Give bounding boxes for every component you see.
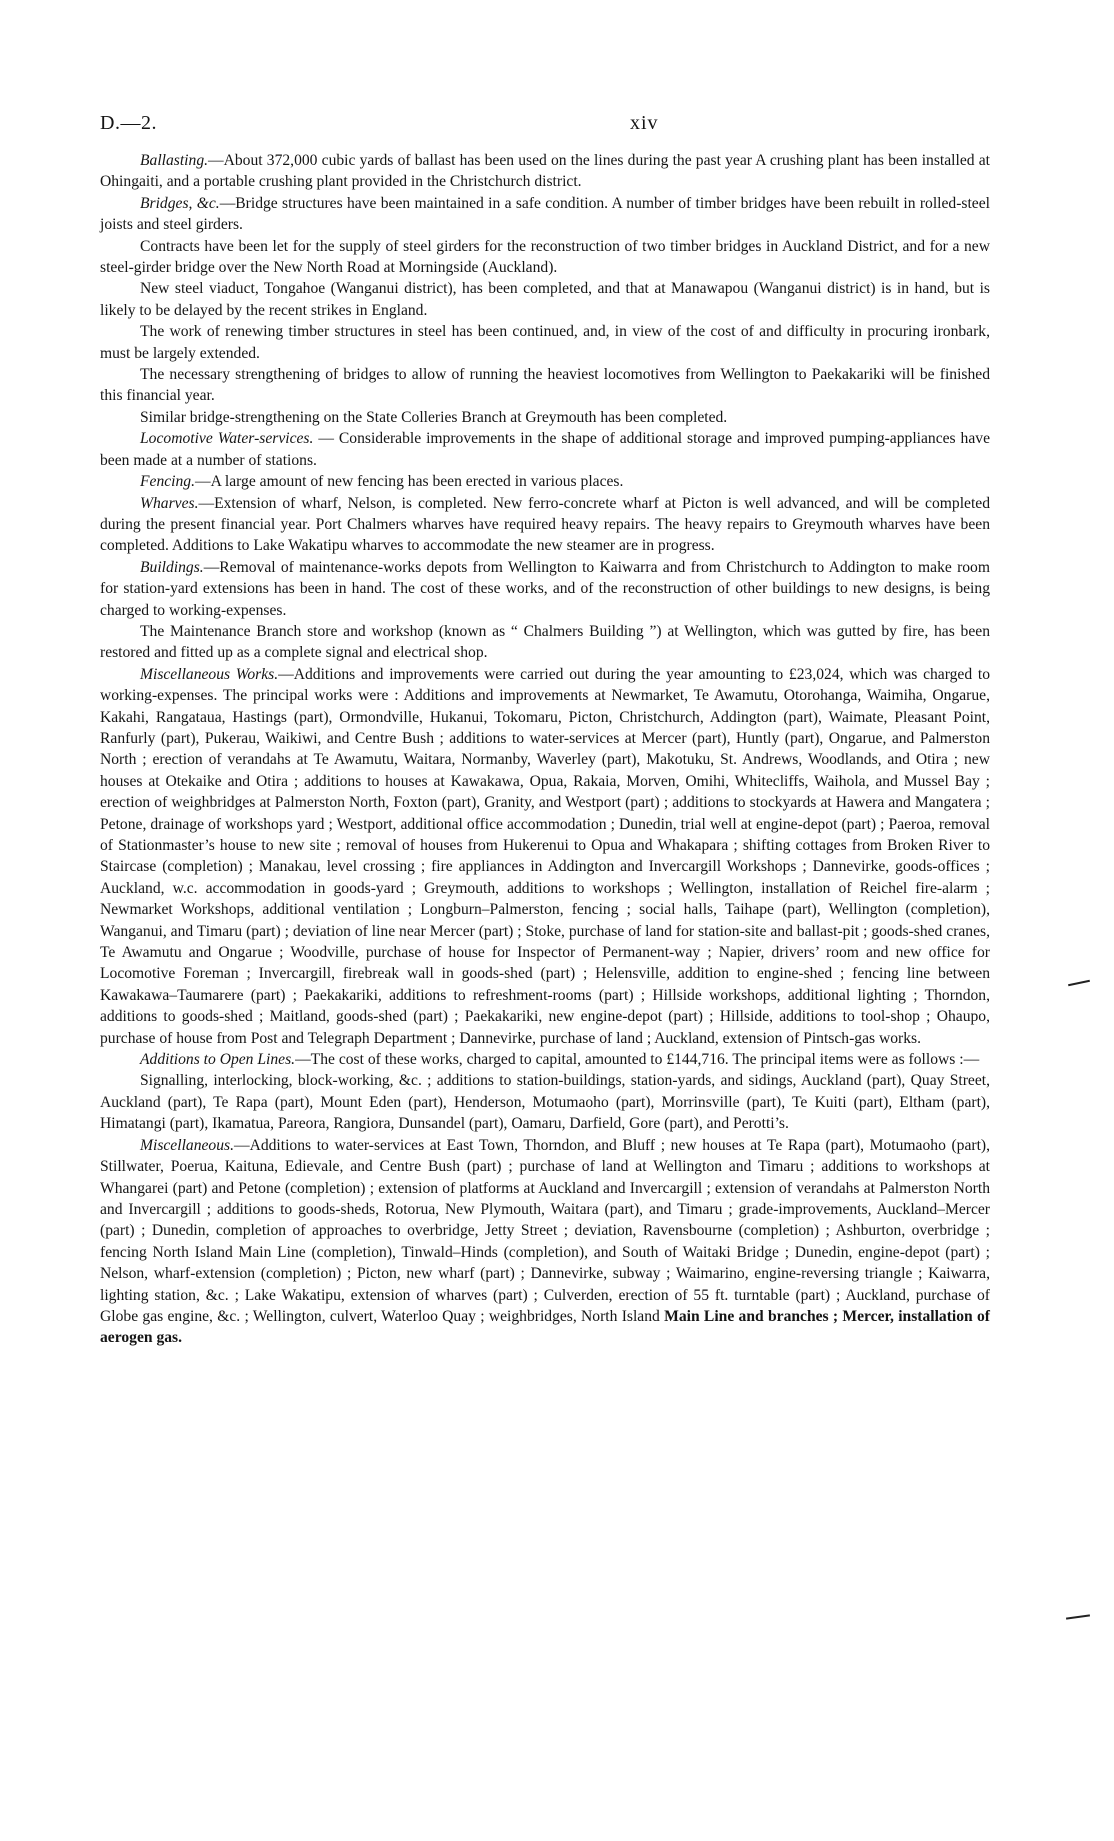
margin-mark xyxy=(1068,980,1090,987)
paragraph-renewing xyxy=(100,321,990,364)
margin-mark xyxy=(1066,1614,1090,1619)
page-number: xiv xyxy=(630,112,659,134)
paragraph-text: —Additions to water-services at East Town, Thorndon, and Bluff ; new houses at Te Rapa (part), Motumaoho (part), Stillwater, Poerua, Kaituna, Edievale, and Centre Bush (part) ; purchase of land at Wellington and Timaru ; additions to workshops at Whangarei (part) and Petone (completion) ; extension of platforms at Auckland and Invercargill ; extension of verandahs at Palmerston North and Invercargill ; additions to goods-sheds, Rotorua, New Plymouth, Waitara (part), and Timaru ; grade-improvements, Auckland–Mercer (part) ; Dunedin, completion of approaches to overbridge, Jetty Street ; deviation, Ravensbourne (completion) ; Ashburton, overbridge ; fencing North Island Main Line (completion), Tinwald–Hinds (completion), and South of Waitaki Bridge ; Dunedin, engine-depot (part) ; Nelson, wharf-extension (completion) ; Picton, new wharf (part) ; Dannevirke, subway ; Waimarino, engine-reversing triangle ; Kaiwarra, lighting station, &c. ; Lake Wakatipu, extension of wharves (part) ; Culverden, erection of 55 ft. turntable (part) ; Auckland, purchase of Globe gas engine, &c. ; Wellington, culvert, Waterloo Quay ; weighbridges, North Island xyxy=(100,1136,990,1325)
paragraph-wharves xyxy=(100,493,990,557)
section-heading: Miscellaneous Works. xyxy=(140,665,279,683)
paragraph-text: — Considerable improvements in the shape of additional storage and improved pumping-appliances have been made at a number of stations. xyxy=(100,430,990,469)
section-heading: Locomotive Water-services. xyxy=(140,430,314,448)
section-heading: Additions to Open Lines. xyxy=(140,1051,296,1069)
paragraph-collieries xyxy=(100,407,990,428)
paragraph-text: The work of renewing timber structures in steel has been continued, and, in view of the cost of and difficulty in procuring ironbark, must be largely extended. xyxy=(100,323,990,362)
document-reference: D.—2. xyxy=(100,112,157,134)
section-heading: Wharves. xyxy=(140,494,199,512)
paragraph-text: Signalling, interlocking, block-working, &c. ; additions to station-buildings, station-yards, and sidings, Auckland (part), Quay Street, Auckland (part), Te Rapa (part), Mount Eden (part), Henderson, Motumaoho (part), Morrinsville (part), Te Kuiti (part), Eltham (part), Himatangi (part), Ikamatua, Pareora, Rangiora, Dunsandel (part), Oamaru, Darfield, Gore (part), and Perotti’s. xyxy=(100,1072,990,1133)
section-heading: Fencing. xyxy=(140,473,195,491)
report-body xyxy=(100,150,990,1349)
paragraph-text: —Extension of wharf, Nelson, is completed. New ferro-concrete wharf at Picton is well advanced, and will be completed during the present financial year. Port Chalmers wharves have required heavy repairs. The heavy repairs to Greymouth wharves have been completed. Additions to Lake Wakatipu wharves to accommodate the new steamer are in progress. xyxy=(100,494,990,555)
paragraph-contracts xyxy=(100,236,990,279)
paragraph-fencing xyxy=(100,471,990,492)
paragraph-text: —About 372,000 cubic yards of ballast has been used on the lines during the past year A crushing plant has been installed at Ohingaiti, and a portable crushing plant provided in the Christchurch district. xyxy=(100,152,990,191)
paragraph-strengthening xyxy=(100,364,990,407)
paragraph-text: The Maintenance Branch store and workshop (known as “ Chalmers Building ”) at Wellington, which was gutted by fire, has been restored and fitted up as a complete signal and electrical shop. xyxy=(100,622,990,662)
section-heading: Bridges, &c. xyxy=(140,194,220,212)
paragraph-viaduct xyxy=(100,278,990,321)
section-heading: Miscellaneous. xyxy=(140,1136,234,1154)
paragraph-text: —Removal of maintenance-works depots from Wellington to Kaiwarra and from Christchurch to Addington to make room for station-yard extensions has been in hand. The cost of these works, and of the reconstruction of other buildings to new designs, is being charged to working-expenses. xyxy=(100,558,990,619)
section-heading: Buildings. xyxy=(140,558,204,576)
paragraph-buildings xyxy=(100,557,990,621)
paragraph-ballasting xyxy=(100,150,990,193)
paragraph-text: —The cost of these works, charged to capital, amounted to £144,716. The principal items were as follows :— xyxy=(295,1051,980,1069)
paragraph-miscellaneous-works xyxy=(100,664,990,1049)
page-header xyxy=(100,112,1010,142)
paragraph-signalling xyxy=(100,1070,990,1134)
paragraph-maintenance-store xyxy=(100,621,990,664)
section-heading: Ballasting. xyxy=(140,152,209,169)
paragraph-bridges xyxy=(100,193,990,236)
paragraph-miscellaneous xyxy=(100,1135,990,1349)
paragraph-text: —A large amount of new fencing has been erected in various places. xyxy=(195,473,624,491)
paragraph-text: —Bridge structures have been maintained in a safe condition. A number of timber bridges have been rebuilt in rolled-steel joists and steel girders. xyxy=(100,194,990,234)
paragraph-text: Similar bridge-strengthening on the State Colleries Branch at Greymouth has been completed. xyxy=(140,408,728,426)
paragraph-water-services xyxy=(100,428,990,471)
paragraph-text: New steel viaduct, Tongahoe (Wanganui district), has been completed, and that at Manawapou (Wanganui district) is in hand, but is likely to be delayed by the recent strikes in England. xyxy=(100,280,990,319)
paragraph-text: —Additions and improvements were carried out during the year amounting to £23,024, which was charged to working-expenses. The principal works were : Additions and improvements at Newmarket, Te Awamutu, Otorohanga, Waimiha, Ongarue, Kakahi, Rangataua, Hastings (part), Ormondville, Hukanui, Tokomaru, Picton, Christchurch, Addington (part), Waimate, Pleasant Point, Ranfurly (part), Pukerau, Waikiwi, and Centre Bush ; additions to water-services at Mercer (part), Huntly (part), Ongarue, and Palmerston North ; erection of verandahs at Te Awamutu, Waitara, Normanby, Waverley (part), Makotuku, St. Andrews, Woodlands, and Otira ; new houses at Otekaike and Otira ; additions to houses at Kawakawa, Opua, Rakaia, Morven, Omihi, Whitecliffs, Waihola, and Mussel Bay ; erection of weighbridges at Palmerston North, Foxton (part), Granity, and Westport (part) ; additions to stockyards at Hawera and Mangatera ; Petone, drainage of workshops yard ; Westport, additional office accommodation ; Dunedin, trial well at engine-depot (part) ; Paeroa, removal of Stationmaster’s house to new site ; removal of houses from Hukerenui to Opua and Whakapara ; shifting cottages from Broken River to Staircase (completion) ; Manakau, level crossing ; fire appliances in Addington and Invercargill Workshops ; Dannevirke, goods-offices ; Auckland, w.c. accommodation in goods-yard ; Greymouth, additions to workshops ; Wellington, installation of Reichel fire-alarm ; Newmarket Workshops, additional ventilation ; Longburn–Palmerston, fencing ; social halls, Taihape (part), Wellington (completion), Wanganui, and Timaru (part) ; deviation of line near Mercer (part) ; Stoke, purchase of land for station-site and ballast-pit ; goods-shed cranes, Te Awamutu and Ongarue ; Woodville, purchase of house for Inspector of Permanent-way ; Napier, drivers’ room and new office for Locomotive Foreman ; Invercargill, firebreak wall in goods-shed (part) ; Helensville, addition to engine-shed ; fencing line between Kawakawa–Taumarere (part) ; Paekakariki, additions to refreshment-rooms (part) ; Hillside workshops, additional lighting ; Thorndon, additions to goods-shed ; Maitland, goods-shed (part) ; Paekakariki, new engine-depot (part) ; Hillside, additions to tool-shop ; Ohaupo, purchase of house from Post and Telegraph Department ; Dannevirke, purchase of land ; Auckland, extension of Pintsch-gas works. xyxy=(100,665,990,1047)
paragraph-text: The necessary strengthening of bridges to allow of running the heaviest locomotives from Wellington to Paekakariki will be finished this financial year. xyxy=(100,366,990,405)
bold-closing-text: Main Line and branches ; Mercer, installation of aerogen gas. xyxy=(100,1307,991,1347)
paragraph-text: Contracts have been let for the supply of steel girders for the reconstruction of two timber bridges in Auckland District, and for a new steel-girder bridge over the New North Road at Morningside (Auckland). xyxy=(100,237,990,277)
paragraph-additions-open-lines xyxy=(100,1049,990,1070)
